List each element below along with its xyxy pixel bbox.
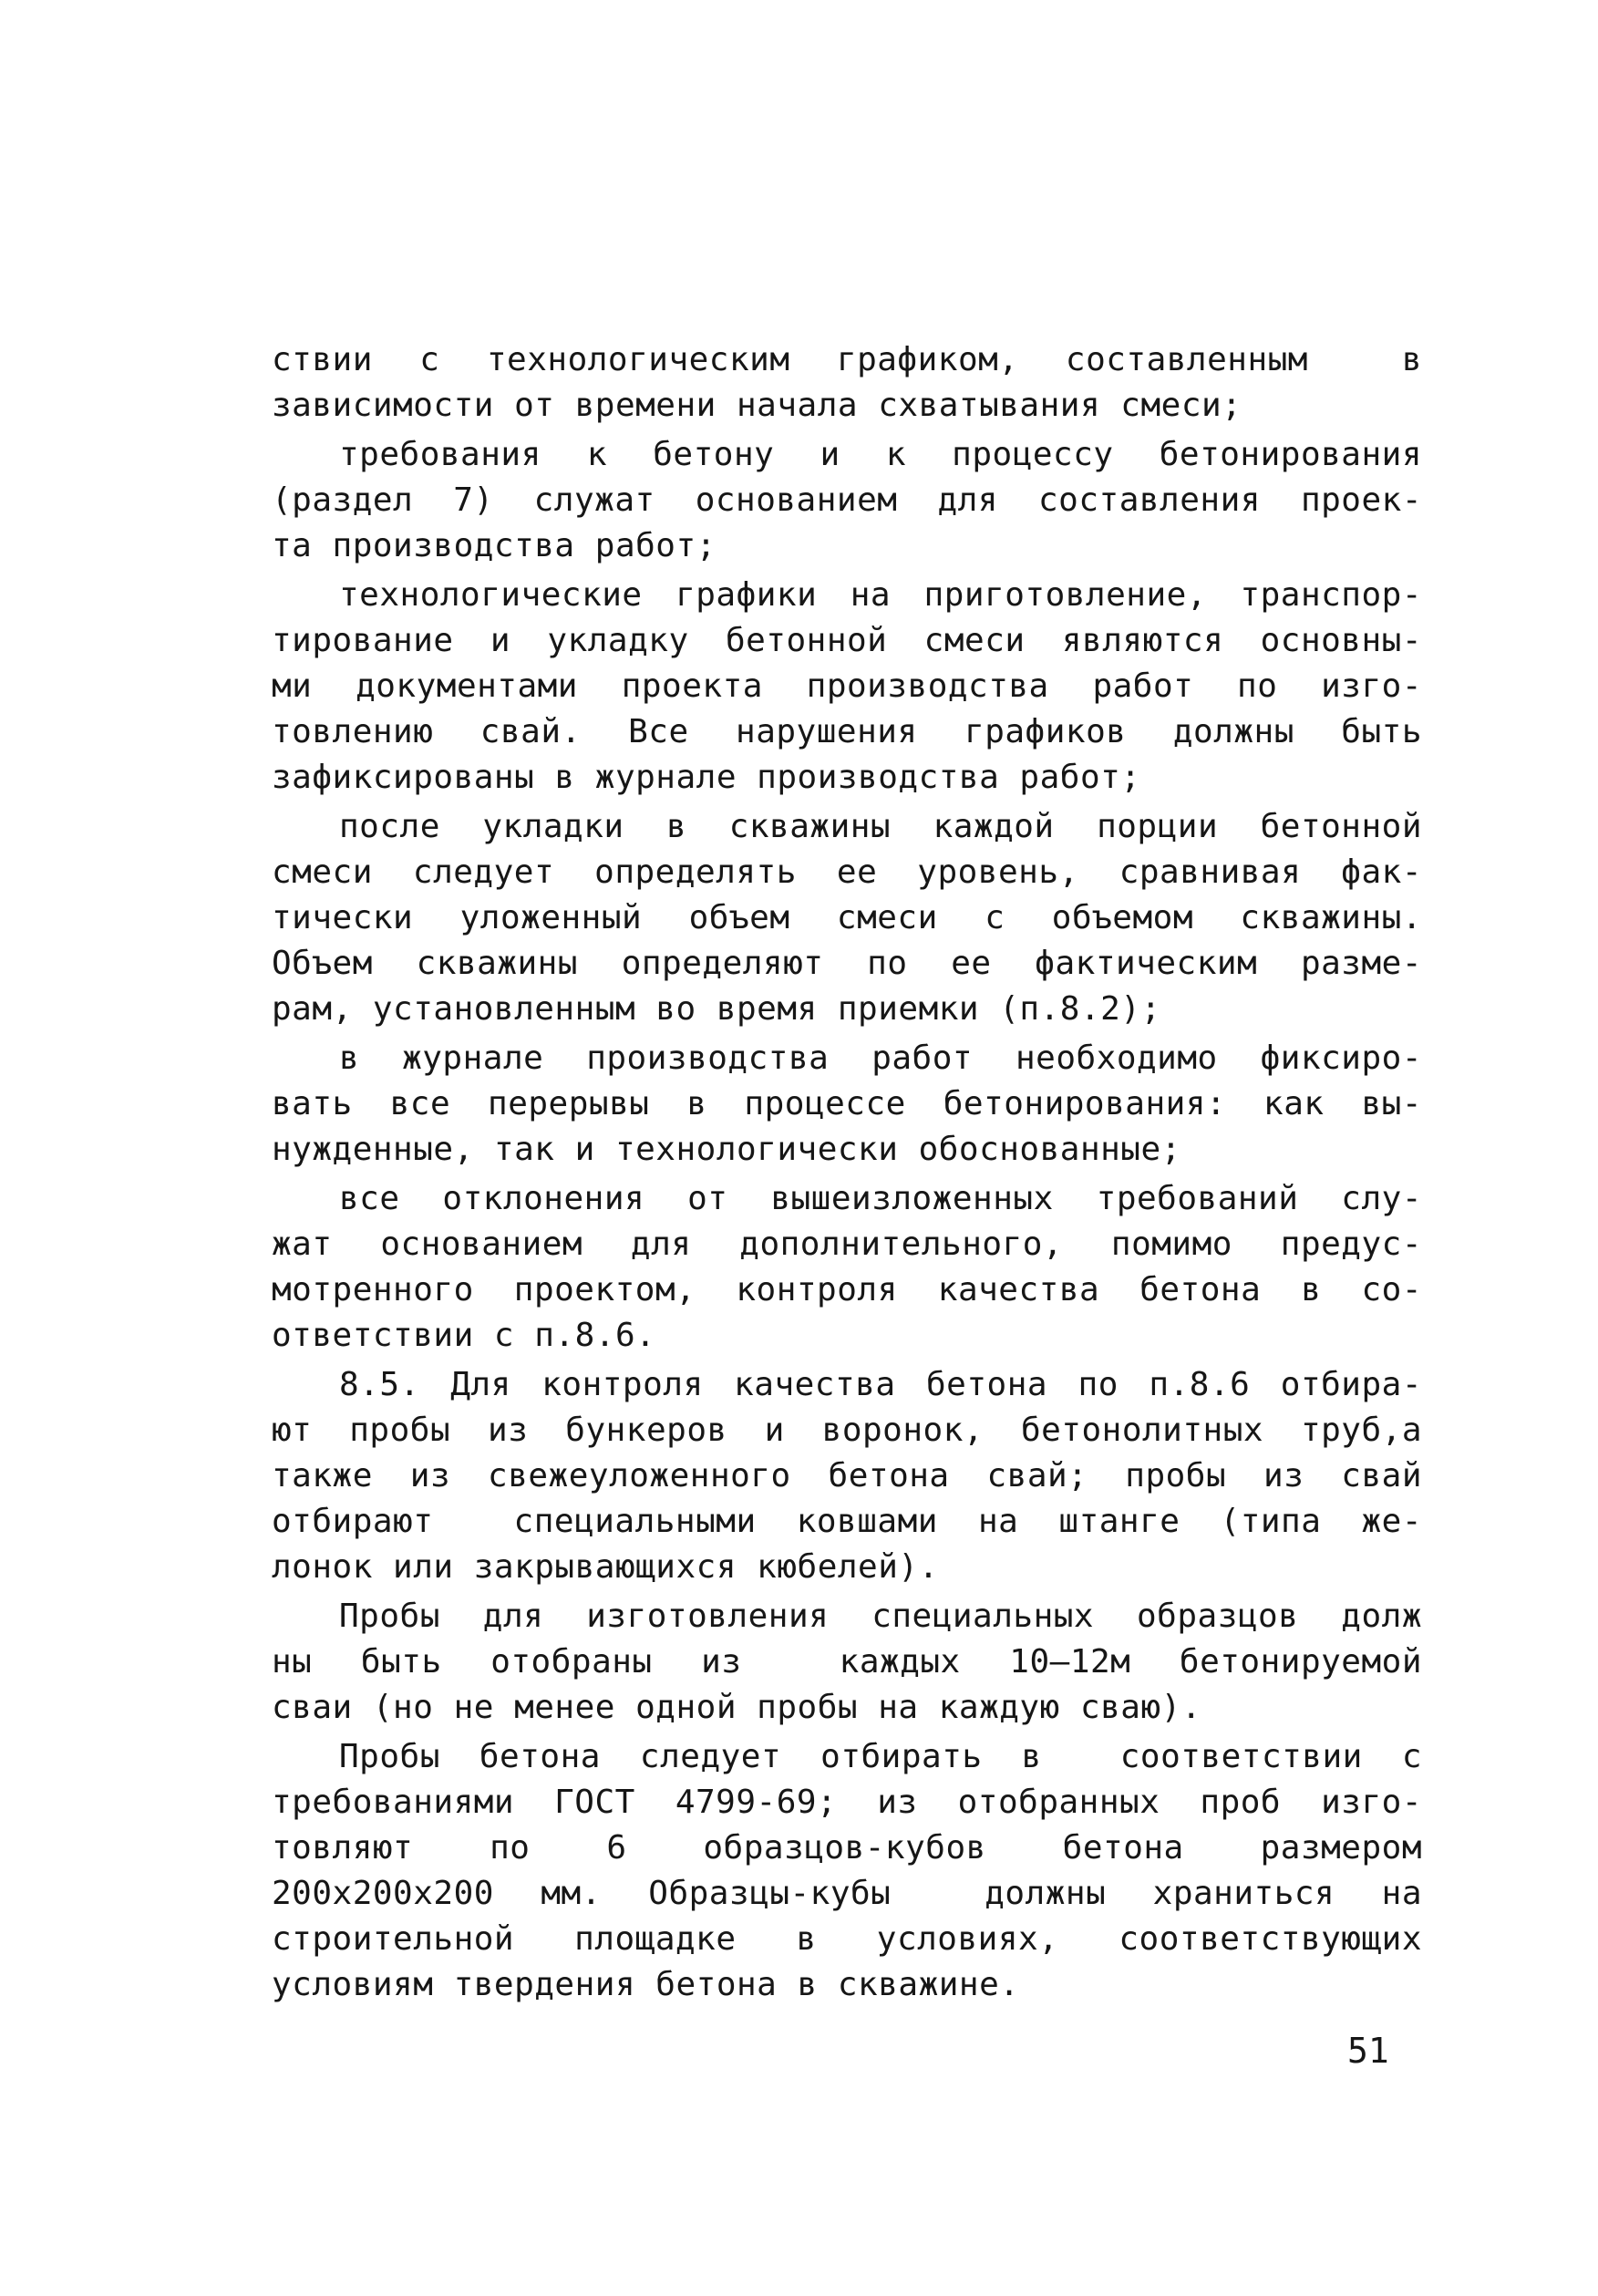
text-line: требования к бетону и к процессу бетонирования [339, 436, 1422, 473]
text-line: рам, установленным во время приемки (п.8.2); [272, 990, 1161, 1028]
paragraph-3 [272, 573, 1422, 801]
text-line: вать все перерывы в процессе бетонирования: как вы- [272, 1085, 1422, 1122]
text-line: ответствии с п.8.6. [272, 1317, 656, 1354]
text-line: 200х200х200 мм. Образцы-кубы должны храниться на [272, 1875, 1422, 1912]
paragraph-9 [272, 1734, 1422, 2008]
text-line: ствии с технологическим графиком, составленным в [272, 341, 1422, 378]
text-line: товлению свай. Все нарушения графиков должны быть [272, 713, 1422, 750]
text-line: лонок или закрывающихся кюбелей). [272, 1548, 939, 1586]
text-line: ми документами проекта производства работ по изго- [272, 667, 1422, 705]
paragraph-1 [272, 337, 1422, 429]
text-line: сваи (но не менее одной пробы на каждую сваю). [272, 1689, 1201, 1726]
text-line: требованиями ГОСТ 4799-69; из отобранных проб изго- [272, 1784, 1422, 1821]
text-line: жат основанием для дополнительного, помимо предус- [272, 1226, 1422, 1263]
paragraph-5 [272, 1036, 1422, 1173]
page-number: 51 [1347, 2031, 1389, 2071]
text-line: ют пробы из бункеров и воронок, бетонолитных труб,а [272, 1412, 1422, 1449]
text-line: строительной площадке в условиях, соответствующих [272, 1920, 1422, 1958]
text-line: зависимости от времени начала схватывания смеси; [272, 387, 1242, 424]
text-line: Пробы бетона следует отбирать в соответствии с [339, 1738, 1422, 1775]
body-text [272, 337, 1422, 2012]
paragraph-6 [272, 1176, 1422, 1359]
text-line: товляют по 6 образцов-кубов бетона размером [272, 1829, 1422, 1867]
text-line: зафиксированы в журнале производства работ; [272, 759, 1141, 796]
text-line: Объем скважины определяют по ее фактическим разме- [272, 945, 1422, 982]
paragraph-8 [272, 1594, 1422, 1731]
text-line: тически уложенный объем смеси с объемом скважины. [272, 899, 1422, 936]
paragraph-4 [272, 804, 1422, 1032]
text-line: в журнале производства работ необходимо фиксиро- [339, 1039, 1422, 1077]
text-line: условиям твердения бетона в скважине. [272, 1966, 1020, 2003]
text-line: отбирают специальными ковшами на штанге (типа же- [272, 1503, 1422, 1540]
text-line: после укладки в скважины каждой порции бетонной [339, 808, 1422, 845]
text-line: тирование и укладку бетонной смеси являются основны- [272, 622, 1422, 659]
text-line: нужденные, так и технологически обоснованные; [272, 1131, 1181, 1168]
paragraph-2 [272, 432, 1422, 569]
text-line: технологические графики на приготовление, транспор- [339, 576, 1422, 614]
text-line: все отклонения от вышеизложенных требований слу- [339, 1180, 1422, 1217]
text-line: смеси следует определять ее уровень, сравнивая фак- [272, 853, 1422, 891]
paragraph-7 [272, 1362, 1422, 1590]
text-line: мотренного проектом, контроля качества бетона в со- [272, 1271, 1422, 1308]
text-line: также из свежеуложенного бетона свай; пробы из свай [272, 1457, 1422, 1494]
text-line: (раздел 7) служат основанием для составления проек- [272, 481, 1422, 519]
text-line: ны быть отобраны из каждых 10–12м бетонируемой [272, 1643, 1422, 1681]
text-line: та производства работ; [272, 527, 717, 564]
text-line: Пробы для изготовления специальных образцов долж [339, 1598, 1422, 1635]
text-line: 8.5. Для контроля качества бетона по п.8.6 отбира- [339, 1366, 1422, 1403]
